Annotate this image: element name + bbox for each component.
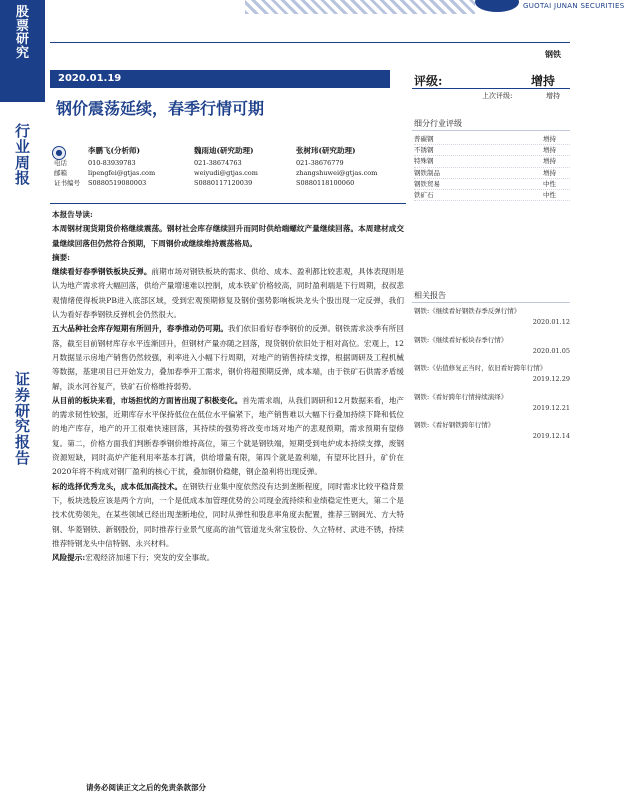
paragraph-text: 在钢铁行业集中度依然没有达到垄断程度，同时需求比较平稳背景下，板块选股应该是两个方向，一个是低成本加管理优势的公司现金流持续和业绩稳定性更大，第二个是技术优势领先，在某些领域已经出现垄断地位，同时从弹性和股息率角度去配置，推荐三钢闽光、方大特钢、华菱钢铁、新钢股份，同时推荐行业景气度高的油气管道龙头常宝股份、久立特材、武进不锈，持续推荐特钢龙头中信特钢、永兴材料。 bbox=[52, 481, 404, 548]
side-top-text bbox=[0, 6, 45, 61]
table-row bbox=[414, 179, 570, 190]
side-bottom-text bbox=[0, 372, 45, 467]
report-body bbox=[52, 208, 404, 565]
header-decoration bbox=[245, 0, 475, 14]
table-row bbox=[414, 156, 570, 167]
side-text-char: 券 bbox=[14, 385, 30, 404]
sub-industry-rating: 增持 bbox=[543, 146, 556, 155]
paragraph bbox=[52, 480, 404, 551]
related-reports-list bbox=[414, 306, 570, 449]
analyst-card bbox=[296, 146, 377, 188]
side-text-char: 票 bbox=[15, 18, 29, 34]
side-text-char: 究 bbox=[15, 45, 29, 61]
paragraph bbox=[52, 551, 404, 565]
analyst-field-labels bbox=[54, 158, 80, 188]
analyst-cert: S0880118100060 bbox=[296, 179, 355, 187]
side-text-char: 行 bbox=[14, 122, 30, 140]
guide-title: 本报告导读: bbox=[52, 210, 93, 219]
rating-value: 增持 bbox=[531, 74, 556, 88]
related-reports-rule bbox=[412, 302, 570, 303]
sub-industry-rating: 中性 bbox=[543, 190, 556, 199]
paragraph-head: 从目前的板块来看，市场担忧的方面皆出现了积极变化。 bbox=[52, 395, 243, 405]
paragraph-text: 宏观经济加速下行；突发的安全事故。 bbox=[85, 553, 215, 563]
previous-rating-label: 上次评级: bbox=[482, 92, 513, 100]
analyst-rule bbox=[50, 203, 406, 204]
side-text-char: 研 bbox=[14, 401, 30, 420]
list-item[interactable] bbox=[414, 335, 570, 364]
side-text-char: 业 bbox=[14, 137, 30, 156]
analyst-card bbox=[194, 146, 258, 188]
side-text-char: 究 bbox=[14, 417, 30, 436]
phone-label: 电话 bbox=[54, 159, 67, 167]
list-item[interactable] bbox=[414, 306, 570, 335]
sub-industry-name: 钢铁贸易 bbox=[414, 179, 440, 188]
paragraph-text: 前期市场对钢铁板块的需求、供给、成本、盈利都比较悲观，具体表现则是认为地产需求将大幅回落，供给产量增速难以控制，成本铁矿价格较高，同时盈利端是下行周期，叔叔悲观情绪使得板块PB进入底部区域，受到宏观预期修复及钢价强势影响板块龙头个股出现一定反弹，我们认为看好春季钢铁反弹机会仍然很大。 bbox=[52, 267, 405, 320]
paragraph bbox=[52, 322, 404, 393]
sub-industry-table bbox=[414, 134, 570, 201]
table-row bbox=[414, 190, 570, 201]
sub-industry-name: 不锈钢 bbox=[414, 146, 434, 155]
related-report-date: 2019.12.14 bbox=[532, 432, 570, 441]
list-item[interactable] bbox=[414, 420, 570, 449]
brand-logo bbox=[475, 0, 519, 12]
analyst-block bbox=[52, 146, 406, 200]
side-text-char: 报 bbox=[14, 169, 30, 188]
paragraph-head: 继续看好春季钢铁板块反弹。 bbox=[52, 267, 152, 277]
related-reports-title: 相关报告 bbox=[414, 291, 446, 300]
side-mid-text bbox=[0, 124, 45, 187]
analyst-email[interactable]: weiyudi@gtjas.com bbox=[194, 169, 258, 177]
related-report-link[interactable]: 钢铁:《看好钢铁跨年行情》 bbox=[414, 421, 495, 430]
analyst-name: 李鹏飞(分析师) bbox=[88, 146, 141, 155]
side-text-char: 研 bbox=[15, 32, 29, 48]
email-label: 邮箱 bbox=[54, 169, 67, 177]
industry-tag: 钢铁 bbox=[545, 49, 561, 59]
side-text-char: 周 bbox=[14, 153, 30, 172]
paragraph bbox=[52, 394, 404, 480]
related-report-date: 2019.12.29 bbox=[532, 375, 570, 384]
side-text-char: 告 bbox=[14, 448, 30, 467]
side-text-char: 证 bbox=[14, 370, 30, 388]
analyst-phone: 010-83939783 bbox=[88, 159, 136, 167]
related-report-link[interactable]: 钢铁:《继续看好钢铁春季反弹行情》 bbox=[414, 307, 521, 315]
table-row bbox=[414, 145, 570, 156]
analyst-phone: 021-38674763 bbox=[194, 159, 242, 167]
paragraph-text: 我们依旧看好春季钢价的反弹。钢铁需求淡季有所回落，截至目前钢材库存水平连渐回升，但钢材产量亦随之回落，现货钢价依旧处于相对高位。宏观上，12月数据显示房地产销售仍然较强，利率进入小幅下行周期，对地产的销售持续支撑，根据调研及工程机械等数据，基建项目已开始发力，叠加春季开工需求，钢价将超预期反弹，成本端，由于铁矿石供需矛盾缓解，淡水河谷复产，铁矿石价格维持弱势。 bbox=[52, 324, 404, 391]
side-band bbox=[0, 0, 45, 800]
side-text-char: 股 bbox=[15, 5, 29, 20]
previous-rating-value: 增持 bbox=[546, 92, 560, 100]
table-row bbox=[414, 168, 570, 179]
guide-text: 本周钢材现货期货价格继续震荡。钢材社会库存继续回升而同时供给端螺纹产量继续回落。本周建材成交量继续回落但仍然符合预期，下周钢价或继续维持震荡格局。 bbox=[52, 224, 404, 248]
report-date: 2020.01.19 bbox=[50, 70, 390, 88]
sub-industry-rule bbox=[412, 130, 570, 131]
sub-industry-title: 细分行业评级 bbox=[414, 119, 462, 128]
report-title: 钢价震荡延续，春季行情可期 bbox=[56, 99, 265, 118]
sub-industry-name: 特殊钢 bbox=[414, 157, 434, 166]
analyst-phone: 021-38676779 bbox=[296, 159, 344, 167]
related-report-link[interactable]: 钢铁:《估值修复正当时，依旧看好跨年行情》 bbox=[414, 364, 547, 373]
paragraph-head: 标的选择优秀龙头，成本低加高技术。 bbox=[52, 481, 183, 491]
side-band-top bbox=[0, 0, 45, 102]
cert-label: 证书编号 bbox=[54, 179, 80, 187]
analyst-cert: S0880117120039 bbox=[194, 179, 253, 187]
side-text-char: 报 bbox=[14, 433, 30, 451]
sub-industry-rating: 增持 bbox=[543, 157, 556, 166]
paragraph-head: 五大品种社会库存短期有所回升，春季推动仍可期。 bbox=[52, 324, 229, 334]
analyst-name: 魏雨迪(研究助理) bbox=[194, 146, 254, 155]
sub-industry-rating: 中性 bbox=[543, 179, 556, 188]
sub-industry-rating: 增持 bbox=[543, 168, 556, 177]
paragraph bbox=[52, 265, 404, 322]
rating-label: 评级: bbox=[414, 74, 443, 88]
rating-rule bbox=[412, 88, 570, 89]
related-report-date: 2019.12.21 bbox=[532, 403, 570, 412]
sub-industry-rating: 增持 bbox=[543, 135, 556, 143]
list-item[interactable] bbox=[414, 392, 570, 421]
disclaimer-footer: 请务必阅读正文之后的免责条款部分 bbox=[86, 783, 206, 792]
paragraph-text: 首先需求端，从我们调研和12月数据来看，地产的需求韧性较强，近期库存水平保持低位在低位水平偏紧下，地产销售难以大幅下行叠加持续下降和低位的地产库存，地产的开工很难快速回落，其持续的强势将改变市场对地产的悲观预期，需求预期有望修复。第二，价格方面我们判断春季钢价维持高位，第三个就是钢铁端，短期受到电炉成本持续支撑，废钢资源短缺，同时高炉产能利用率基本打满，供给增量有限，第四个就是盈利端，有望环比回升，矿价在2020年将不构成对钢厂盈利的核心干扰，叠加钢价稳健，钢企盈利将出现反弹。 bbox=[52, 395, 404, 477]
analyst-card bbox=[88, 146, 155, 188]
analyst-email[interactable]: lipengfei@gtjas.com bbox=[88, 169, 156, 177]
header-strip bbox=[45, 0, 624, 14]
list-item[interactable] bbox=[414, 363, 570, 392]
related-report-date: 2020.01.05 bbox=[532, 346, 570, 355]
table-row bbox=[414, 134, 570, 145]
paragraph-head: 风险提示: bbox=[52, 553, 86, 563]
sub-industry-name: 普碳钢 bbox=[414, 135, 434, 143]
related-report-link[interactable]: 钢铁:《看好跨年行情持续演绎》 bbox=[414, 392, 508, 401]
top-rule bbox=[50, 42, 570, 43]
related-report-date: 2020.01.12 bbox=[532, 318, 570, 326]
sub-industry-name: 钢铁制品 bbox=[414, 168, 440, 177]
person-icon: ● bbox=[52, 146, 66, 160]
abstract-title: 摘要: bbox=[52, 252, 70, 262]
analyst-cert: S0880519080003 bbox=[88, 179, 147, 187]
analyst-email[interactable]: zhangshuwei@gtjas.com bbox=[296, 169, 378, 177]
brand-name-en: GUOTAI JUNAN SECURITIES bbox=[523, 2, 624, 10]
related-report-link[interactable]: 钢铁:《继续看好板块春季行情》 bbox=[414, 335, 508, 344]
analyst-name: 张树玮(研究助理) bbox=[296, 146, 356, 155]
sub-industry-name: 铁矿石 bbox=[414, 190, 434, 199]
